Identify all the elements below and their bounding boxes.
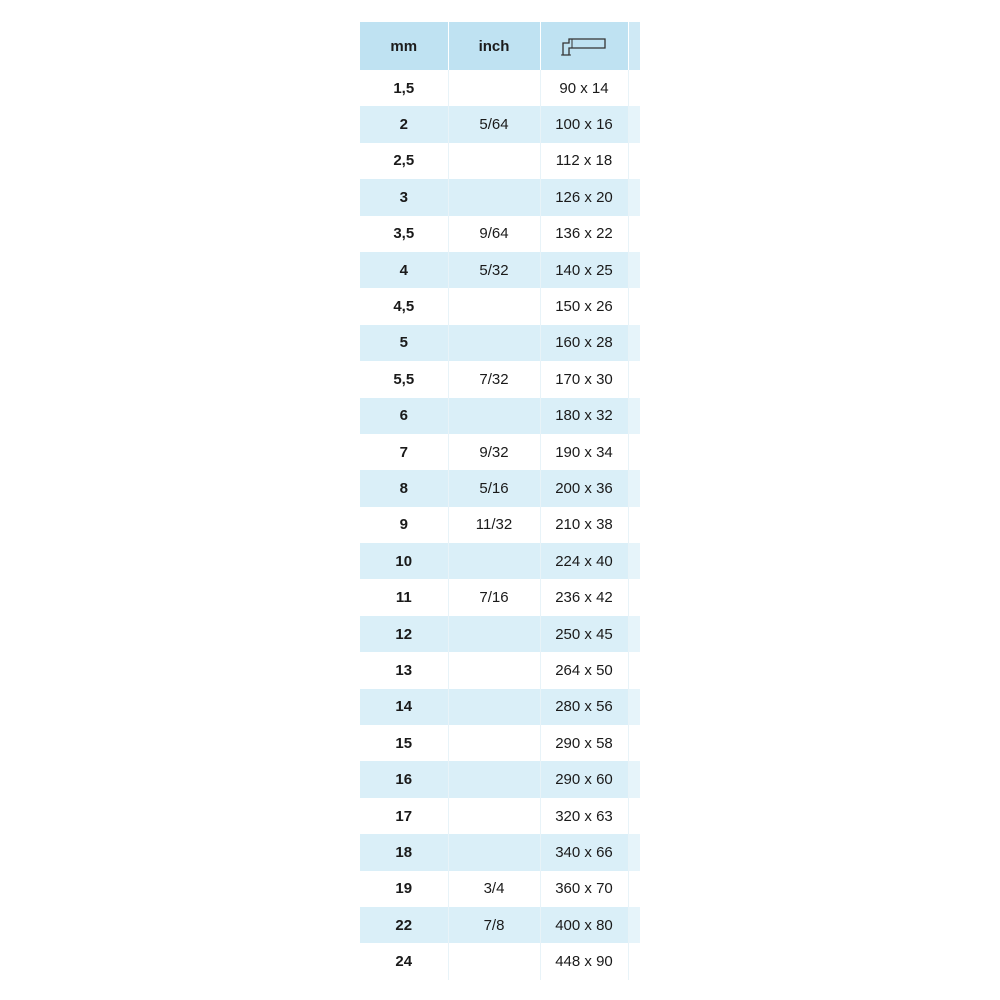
- inch-size-cell: 3/4: [448, 871, 540, 907]
- table-row: [360, 907, 640, 943]
- row-edge-cell: [628, 689, 640, 725]
- inch-size-cell: 9/64: [448, 216, 540, 252]
- row-edge-cell: [628, 834, 640, 870]
- inch-size-cell: [448, 834, 540, 870]
- length-dimension-cell: 150 x 26: [540, 288, 628, 324]
- row-edge-cell: [628, 871, 640, 907]
- inch-size-cell: [448, 689, 540, 725]
- mm-size-cell: 6: [360, 398, 448, 434]
- inch-size-cell: [448, 652, 540, 688]
- table-row: [360, 398, 640, 434]
- inch-size-cell: [448, 288, 540, 324]
- table-row: [360, 434, 640, 470]
- mm-size-cell: 24: [360, 943, 448, 979]
- table-row: [360, 470, 640, 506]
- table-row: [360, 689, 640, 725]
- table-row: [360, 725, 640, 761]
- inch-size-cell: [448, 325, 540, 361]
- table-row: [360, 106, 640, 142]
- row-edge-cell: [628, 216, 640, 252]
- table-row: [360, 288, 640, 324]
- header-inch: inch: [448, 22, 540, 70]
- length-dimension-cell: 264 x 50: [540, 652, 628, 688]
- row-edge-cell: [628, 398, 640, 434]
- mm-size-cell: 22: [360, 907, 448, 943]
- row-edge-cell: [628, 652, 640, 688]
- mm-size-cell: 4: [360, 252, 448, 288]
- row-edge-cell: [628, 943, 640, 979]
- row-edge-cell: [628, 470, 640, 506]
- table-row: [360, 216, 640, 252]
- table-row: [360, 616, 640, 652]
- table-row: [360, 361, 640, 397]
- mm-size-cell: 19: [360, 871, 448, 907]
- row-edge-cell: [628, 579, 640, 615]
- table-row: [360, 943, 640, 979]
- table-row: [360, 179, 640, 215]
- mm-size-cell: 11: [360, 579, 448, 615]
- inch-size-cell: [448, 943, 540, 979]
- inch-size-cell: [448, 725, 540, 761]
- header-mm: mm: [360, 22, 448, 70]
- mm-size-cell: 13: [360, 652, 448, 688]
- inch-size-cell: [448, 179, 540, 215]
- length-dimension-cell: 100 x 16: [540, 106, 628, 142]
- length-dimension-cell: 190 x 34: [540, 434, 628, 470]
- row-edge-cell: [628, 725, 640, 761]
- table-row: [360, 579, 640, 615]
- length-dimension-cell: 400 x 80: [540, 907, 628, 943]
- length-dimension-cell: 290 x 58: [540, 725, 628, 761]
- table-row: [360, 507, 640, 543]
- length-dimension-cell: 448 x 90: [540, 943, 628, 979]
- length-dimension-cell: 224 x 40: [540, 543, 628, 579]
- table-row: [360, 871, 640, 907]
- inch-size-cell: 5/64: [448, 106, 540, 142]
- table-row: [360, 325, 640, 361]
- length-dimension-cell: 90 x 14: [540, 70, 628, 106]
- row-edge-cell: [628, 143, 640, 179]
- table-row: [360, 252, 640, 288]
- table-row: [360, 143, 640, 179]
- table-row: [360, 761, 640, 797]
- mm-size-cell: 4,5: [360, 288, 448, 324]
- length-dimension-cell: 136 x 22: [540, 216, 628, 252]
- mm-size-cell: 15: [360, 725, 448, 761]
- inch-size-cell: [448, 616, 540, 652]
- row-edge-cell: [628, 761, 640, 797]
- inch-size-cell: 7/8: [448, 907, 540, 943]
- length-dimension-cell: 160 x 28: [540, 325, 628, 361]
- mm-size-cell: 12: [360, 616, 448, 652]
- mm-size-cell: 14: [360, 689, 448, 725]
- size-table-container: [360, 22, 640, 980]
- header-edge: [628, 22, 640, 70]
- mm-size-cell: 8: [360, 470, 448, 506]
- row-edge-cell: [628, 361, 640, 397]
- inch-size-cell: 7/32: [448, 361, 540, 397]
- mm-size-cell: 5: [360, 325, 448, 361]
- mm-size-cell: 10: [360, 543, 448, 579]
- length-dimension-cell: 320 x 63: [540, 798, 628, 834]
- row-edge-cell: [628, 434, 640, 470]
- inch-size-cell: 11/32: [448, 507, 540, 543]
- mm-size-cell: 5,5: [360, 361, 448, 397]
- row-edge-cell: [628, 179, 640, 215]
- length-dimension-cell: 250 x 45: [540, 616, 628, 652]
- inch-size-cell: [448, 798, 540, 834]
- row-edge-cell: [628, 288, 640, 324]
- hex-key-size-table: [360, 22, 640, 980]
- row-edge-cell: [628, 616, 640, 652]
- hex-key-dimensions-icon: [559, 35, 609, 57]
- length-dimension-cell: 290 x 60: [540, 761, 628, 797]
- length-dimension-cell: 200 x 36: [540, 470, 628, 506]
- table-row: [360, 70, 640, 106]
- row-edge-cell: [628, 106, 640, 142]
- mm-size-cell: 3: [360, 179, 448, 215]
- table-row: [360, 798, 640, 834]
- row-edge-cell: [628, 543, 640, 579]
- mm-size-cell: 16: [360, 761, 448, 797]
- length-dimension-cell: 170 x 30: [540, 361, 628, 397]
- header-dimensions: [540, 22, 628, 70]
- mm-size-cell: 17: [360, 798, 448, 834]
- length-dimension-cell: 180 x 32: [540, 398, 628, 434]
- length-dimension-cell: 140 x 25: [540, 252, 628, 288]
- row-edge-cell: [628, 252, 640, 288]
- length-dimension-cell: 360 x 70: [540, 871, 628, 907]
- row-edge-cell: [628, 798, 640, 834]
- inch-size-cell: [448, 398, 540, 434]
- length-dimension-cell: 210 x 38: [540, 507, 628, 543]
- inch-size-cell: [448, 543, 540, 579]
- table-row: [360, 834, 640, 870]
- row-edge-cell: [628, 907, 640, 943]
- inch-size-cell: [448, 70, 540, 106]
- length-dimension-cell: 112 x 18: [540, 143, 628, 179]
- table-row: [360, 652, 640, 688]
- length-dimension-cell: 340 x 66: [540, 834, 628, 870]
- inch-size-cell: [448, 143, 540, 179]
- table-row: [360, 543, 640, 579]
- inch-size-cell: 9/32: [448, 434, 540, 470]
- mm-size-cell: 7: [360, 434, 448, 470]
- length-dimension-cell: 126 x 20: [540, 179, 628, 215]
- inch-size-cell: [448, 761, 540, 797]
- table-header-row: [360, 22, 640, 70]
- inch-size-cell: 7/16: [448, 579, 540, 615]
- inch-size-cell: 5/32: [448, 252, 540, 288]
- table-body: [360, 70, 640, 980]
- length-dimension-cell: 280 x 56: [540, 689, 628, 725]
- mm-size-cell: 3,5: [360, 216, 448, 252]
- row-edge-cell: [628, 507, 640, 543]
- row-edge-cell: [628, 70, 640, 106]
- row-edge-cell: [628, 325, 640, 361]
- mm-size-cell: 9: [360, 507, 448, 543]
- length-dimension-cell: 236 x 42: [540, 579, 628, 615]
- mm-size-cell: 2,5: [360, 143, 448, 179]
- mm-size-cell: 1,5: [360, 70, 448, 106]
- mm-size-cell: 18: [360, 834, 448, 870]
- mm-size-cell: 2: [360, 106, 448, 142]
- inch-size-cell: 5/16: [448, 470, 540, 506]
